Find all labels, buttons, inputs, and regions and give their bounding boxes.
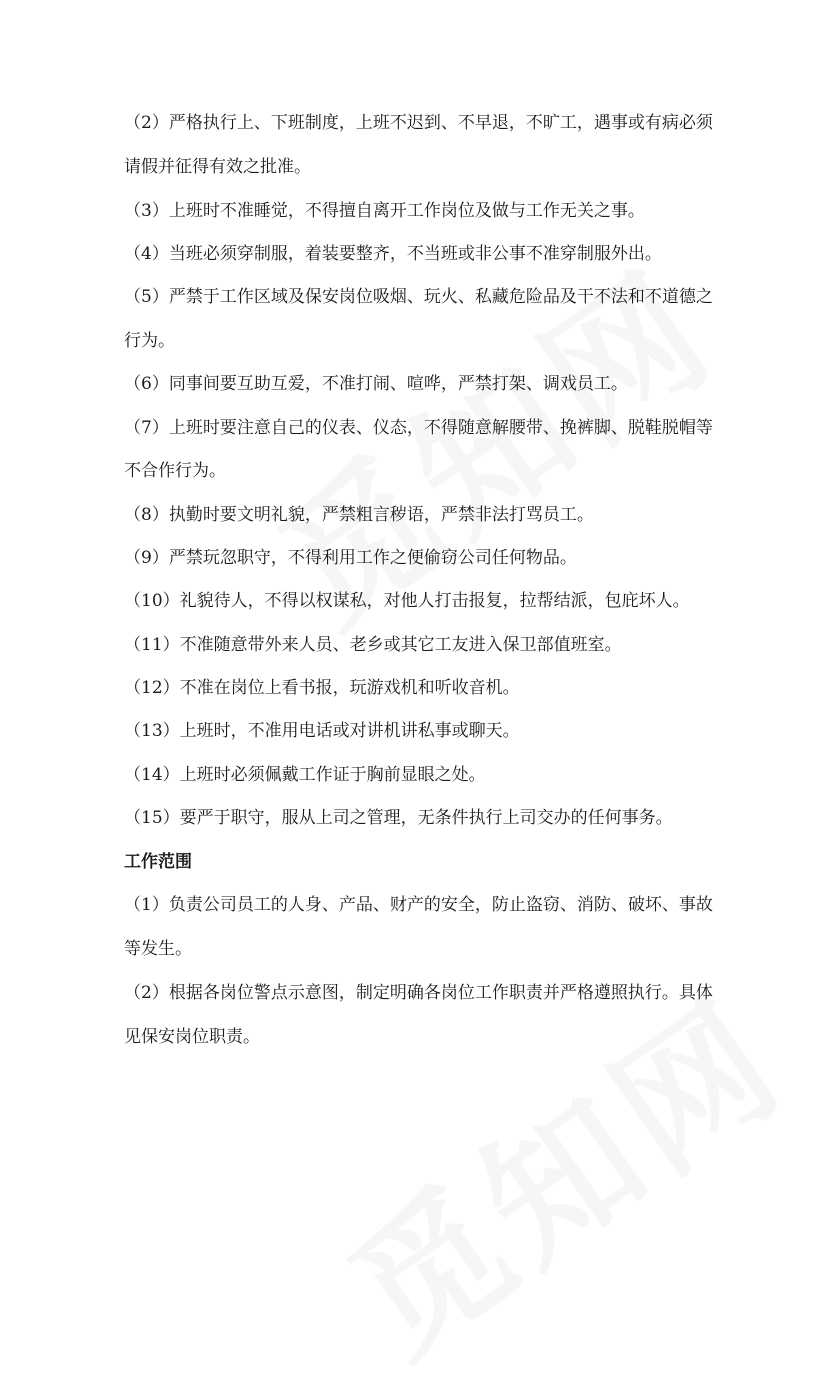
watermark (301, 942, 818, 1394)
paragraph-line: （15）要严于职守，服从上司之管理，无条件执行上司交办的任何事务。 (124, 808, 673, 828)
paragraph-line: 等发生。 (124, 939, 192, 959)
paragraph-line: （3）上班时不准睡觉，不得擅自离开工作岗位及做与工作无关之事。 (124, 201, 645, 221)
paragraph-line: 不合作行为。 (124, 461, 226, 481)
paragraph-line: （14）上班时必须佩戴工作证于胸前显眼之处。 (124, 765, 486, 785)
paragraph-line: （2）根据各岗位警点示意图，制定明确各岗位工作职责并严格遵照执行。具体 (124, 983, 713, 1003)
paragraph-line: （2）严格执行上、下班制度，上班不迟到、不早退，不旷工，遇事或有病必须 (124, 113, 713, 133)
paragraph-line: （13）上班时，不准用电话或对讲机讲私事或聊天。 (124, 721, 520, 741)
paragraph-line: （12）不准在岗位上看书报，玩游戏机和听收音机。 (124, 678, 520, 698)
section-heading: 工作范围 (124, 852, 192, 872)
paragraph-line: （8）执勤时要文明礼貌，严禁粗言秽语，严禁非法打骂员工。 (124, 505, 594, 525)
paragraph-line: （9）严禁玩忽职守，不得利用工作之便偷窃公司任何物品。 (124, 548, 577, 568)
paragraph-line: （6）同事间要互助互爱，不准打闹、喧哗，严禁打架、调戏员工。 (124, 374, 628, 394)
paragraph-line: 请假并征得有效之批准。 (124, 157, 311, 177)
paragraph-line: （4）当班必须穿制服，着装要整齐，不当班或非公事不准穿制服外出。 (124, 244, 662, 264)
paragraph-line: 行为。 (124, 331, 175, 351)
paragraph-line: （5）严禁于工作区域及保安岗位吸烟、玩火、私藏危险品及干不法和不道德之 (124, 287, 713, 307)
paragraph-line: （1）负责公司员工的人身、产品、财产的安全，防止盗窃、消防、破坏、事故 (124, 895, 713, 915)
paragraph-line: （10）礼貌待人，不得以权谋私，对他人打击报复，拉帮结派，包庇坏人。 (124, 591, 690, 611)
paragraph-line: 见保安岗位职责。 (124, 1027, 260, 1047)
paragraph-line: （11）不准随意带外来人员、老乡或其它工友进入保卫部值班室。 (124, 635, 622, 655)
paragraph-line: （7）上班时要注意自己的仪表、仪态，不得随意解腰带、挽裤脚、脱鞋脱帽等 (124, 418, 713, 438)
